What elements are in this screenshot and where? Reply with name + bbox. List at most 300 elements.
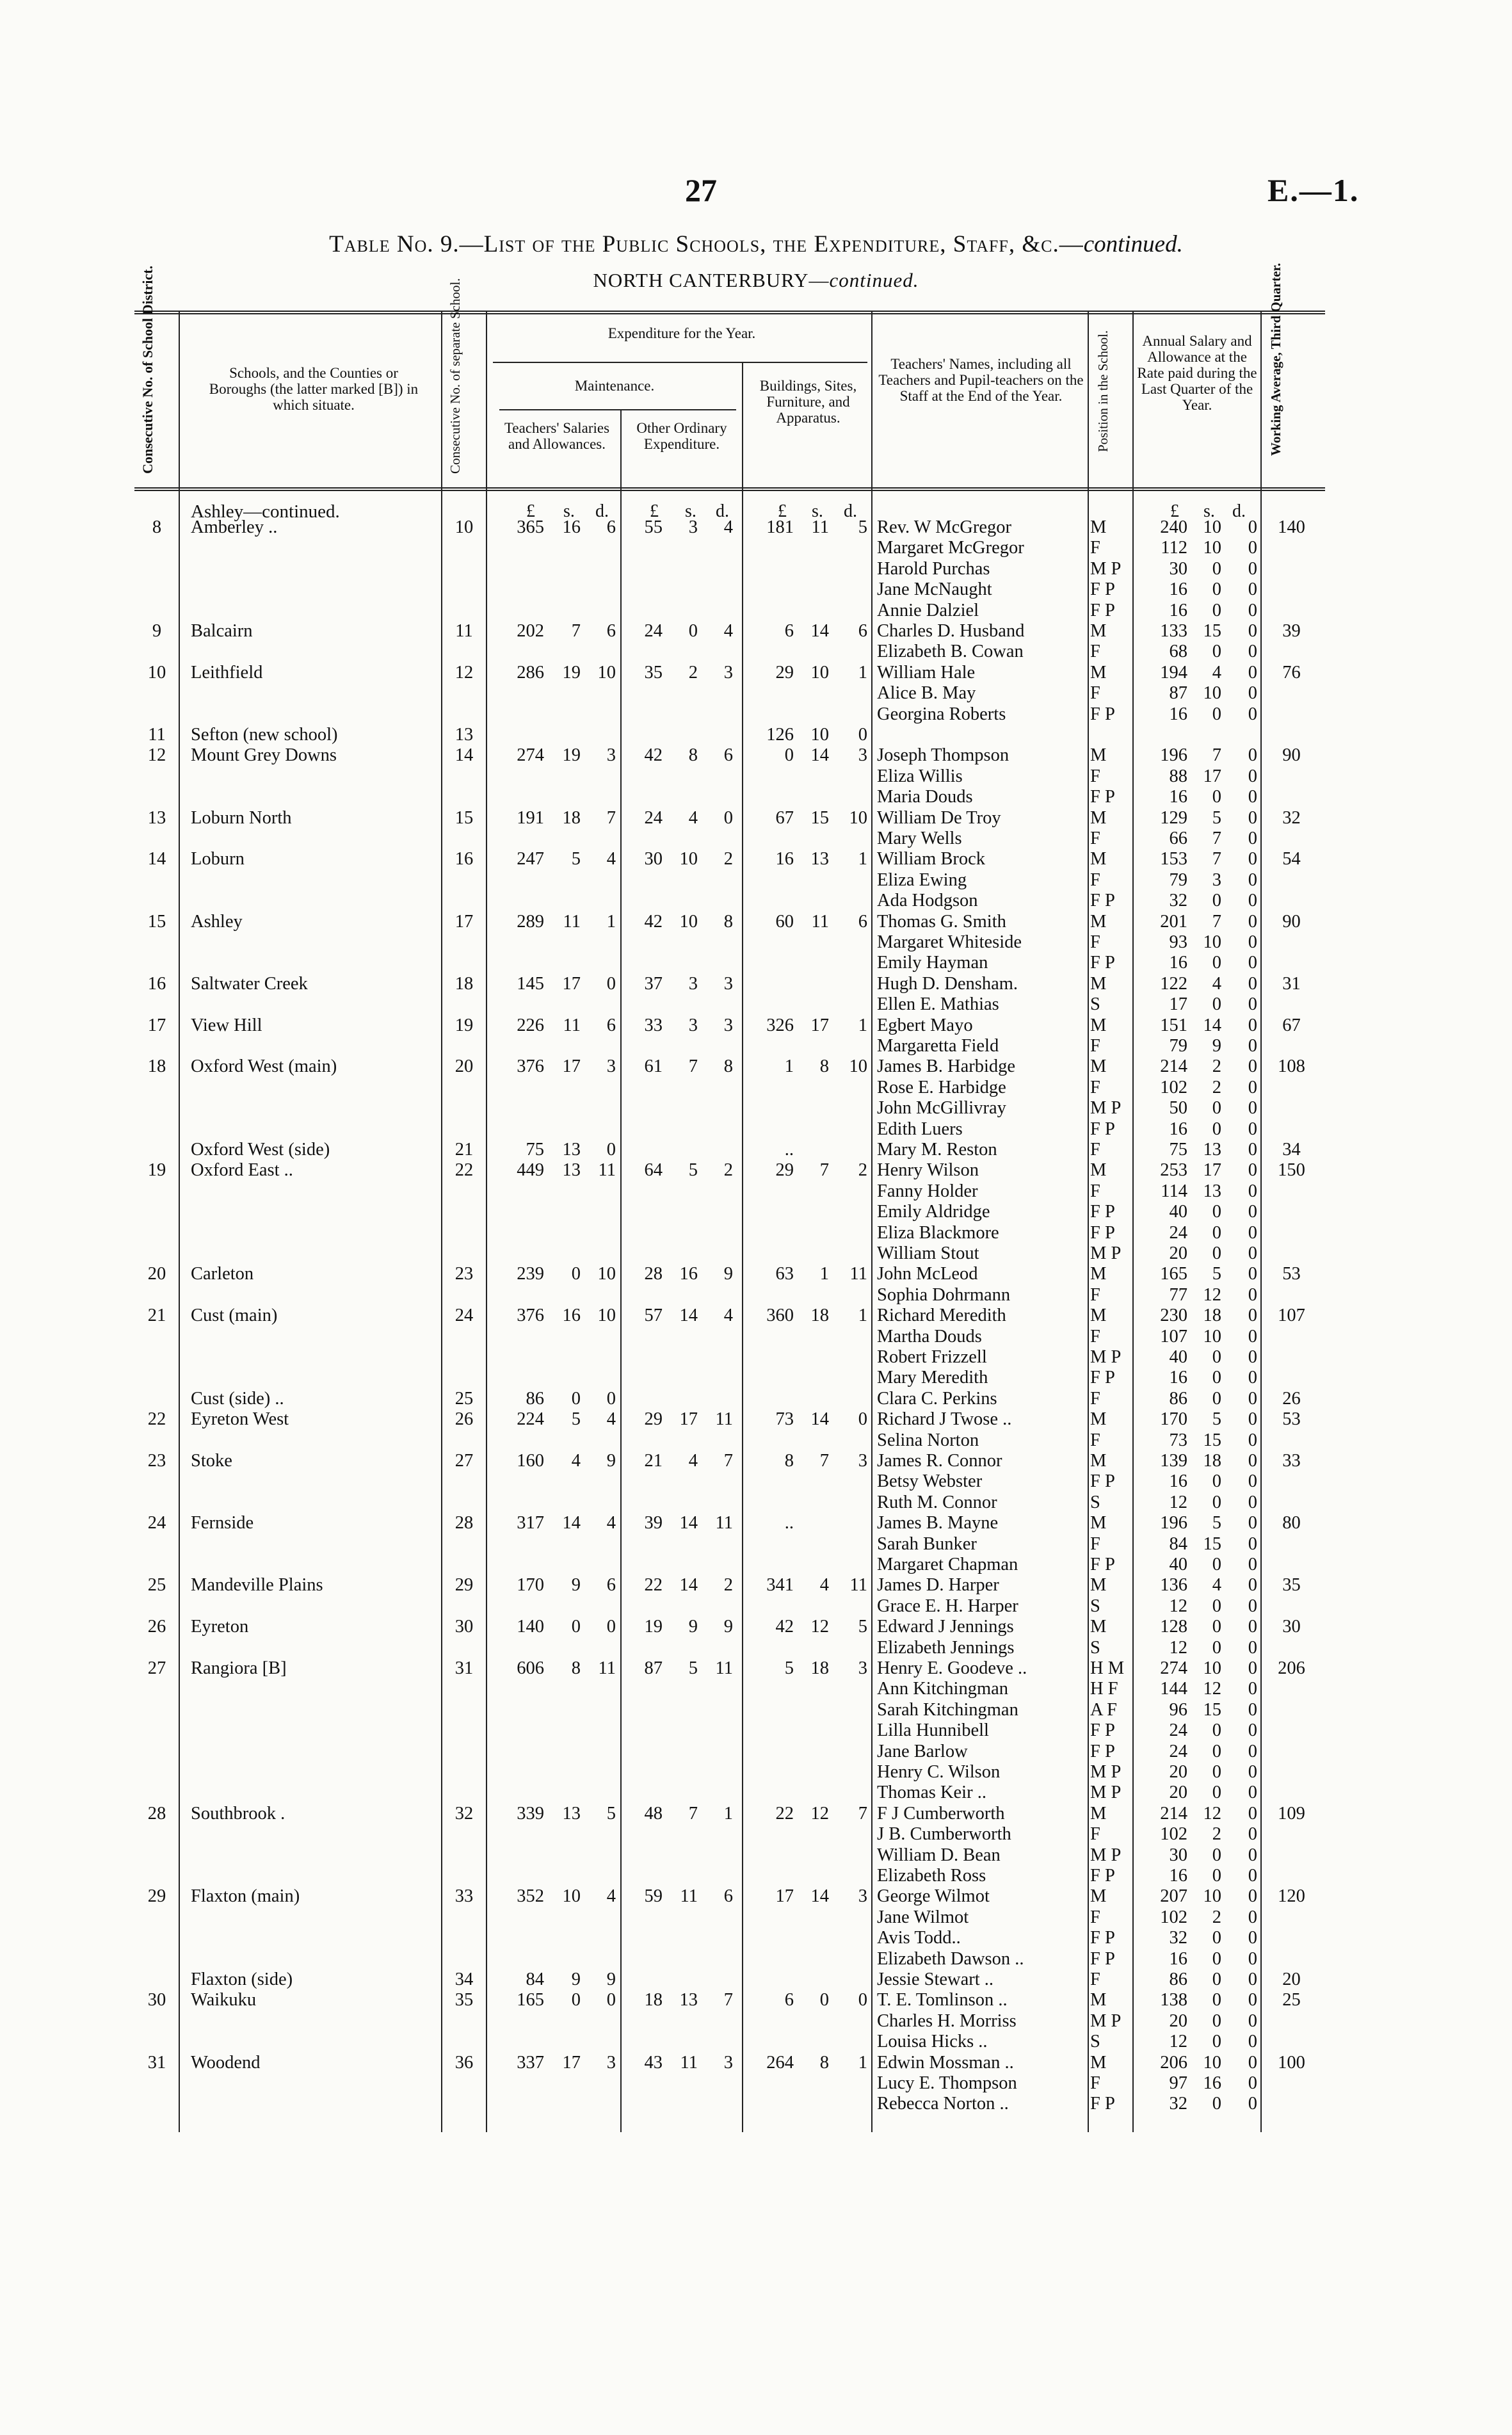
annual-salary-pence: 0	[1248, 683, 1257, 704]
position-code: F P	[1090, 1471, 1115, 1492]
working-average: 67	[1282, 1015, 1301, 1035]
table-row	[0, 2094, 1512, 2114]
other-expenditure-pounds: 35	[644, 662, 663, 683]
teacher-name: J B. Cumberworth	[877, 1824, 1011, 1845]
teachers-salaries-shillings: 0	[571, 1264, 581, 1284]
district-number: 18	[147, 1056, 166, 1077]
annual-salary-pence: 0	[1248, 1533, 1257, 1554]
school-name: Woodend	[191, 2052, 261, 2073]
header-consecutive-separate: Consecutive No. of separate School.	[447, 278, 463, 474]
annual-salary-pence: 0	[1248, 1264, 1257, 1284]
table-row	[0, 1804, 1512, 1824]
buildings-expenditure-pounds: 73	[775, 1409, 794, 1430]
teachers-salaries-pence: 10	[597, 1264, 616, 1284]
teachers-salaries-shillings: 16	[562, 1306, 581, 1326]
annual-salary-shillings: 0	[1212, 953, 1221, 973]
teachers-salaries-pence: 3	[606, 1056, 616, 1077]
school-name: Amberley ..	[191, 517, 278, 537]
teachers-salaries-pounds: 274	[517, 745, 544, 766]
school-name: Loburn	[191, 849, 245, 870]
other-expenditure-pence: 9	[723, 1264, 733, 1284]
annual-salary-shillings: 18	[1203, 1451, 1221, 1471]
region-suffix: continued.	[829, 269, 919, 291]
district-number: 13	[147, 807, 166, 828]
position-code: A F	[1090, 1699, 1117, 1720]
teacher-name: William Hale	[877, 662, 976, 683]
annual-salary-pence: 0	[1248, 1471, 1257, 1492]
annual-salary-pounds: 151	[1160, 1015, 1187, 1035]
other-expenditure-pounds: 43	[644, 2052, 663, 2073]
position-code: F	[1090, 829, 1100, 848]
teachers-salaries-pence: 11	[598, 1658, 616, 1678]
position-code: F P	[1090, 1222, 1115, 1243]
annual-salary-pence: 0	[1248, 1388, 1257, 1409]
buildings-expenditure-pence: 3	[858, 1658, 867, 1678]
buildings-expenditure-pounds: 326	[766, 1015, 794, 1035]
annual-salary-shillings: 0	[1212, 1948, 1221, 1969]
teacher-name: Richard Meredith	[877, 1306, 1006, 1326]
table-row	[0, 1617, 1512, 1637]
currency-ann-l: £	[1170, 501, 1179, 521]
position-code: F P	[1090, 787, 1115, 807]
annual-salary-shillings: 2	[1212, 1056, 1221, 1077]
annual-salary-shillings: 0	[1212, 1596, 1221, 1616]
table-row	[0, 2073, 1512, 2094]
region-name: NORTH CANTERBURY—	[593, 269, 830, 291]
other-expenditure-pence: 3	[723, 2052, 733, 2073]
annual-salary-shillings: 10	[1203, 932, 1221, 952]
teachers-salaries-shillings: 13	[562, 1140, 581, 1160]
annual-salary-pounds: 114	[1161, 1181, 1187, 1201]
teacher-name: Henry Wilson	[877, 1160, 979, 1181]
other-expenditure-shillings: 9	[688, 1617, 698, 1637]
other-expenditure-shillings: 13	[679, 1990, 698, 2010]
table-row	[0, 766, 1512, 787]
teacher-name: Margaretta Field	[877, 1036, 999, 1056]
annual-salary-pence: 0	[1248, 600, 1257, 620]
other-expenditure-shillings: 2	[688, 662, 698, 683]
annual-salary-pounds: 16	[1169, 1368, 1187, 1388]
other-expenditure-shillings: 11	[680, 2052, 698, 2073]
school-name: Mandeville Plains	[191, 1575, 323, 1596]
teacher-name: Margaret Chapman	[877, 1555, 1018, 1574]
table-row	[0, 1762, 1512, 1783]
annual-salary-shillings: 0	[1212, 1555, 1221, 1574]
other-expenditure-pounds: 57	[644, 1306, 663, 1326]
annual-salary-shillings: 10	[1203, 517, 1221, 537]
table-row	[0, 808, 1512, 829]
annual-salary-pounds: 24	[1169, 1741, 1187, 1761]
position-code: F	[1090, 1181, 1100, 1201]
buildings-expenditure-shillings: 8	[819, 1056, 829, 1077]
working-average: 107	[1278, 1306, 1305, 1326]
position-code: M	[1090, 1056, 1107, 1077]
teacher-name: Betsy Webster	[877, 1471, 983, 1492]
currency-oth-d: d.	[716, 501, 729, 521]
teachers-salaries-shillings: 17	[562, 973, 581, 994]
teacher-name: Maria Douds	[877, 787, 973, 807]
annual-salary-shillings: 0	[1212, 1243, 1221, 1263]
teachers-salaries-pence: 0	[606, 1140, 616, 1160]
annual-salary-pence: 0	[1248, 1970, 1257, 1989]
buildings-expenditure-shillings: 10	[810, 725, 829, 745]
district-number: 15	[147, 911, 166, 932]
annual-salary-pence: 0	[1248, 662, 1257, 683]
position-code: M P	[1090, 2010, 1122, 2031]
annual-salary-shillings: 10	[1203, 538, 1221, 558]
other-expenditure-pence: 11	[715, 1513, 733, 1533]
annual-salary-pounds: 17	[1169, 994, 1187, 1015]
annual-salary-shillings: 14	[1203, 1015, 1221, 1035]
teacher-name: Robert Frizzell	[877, 1347, 987, 1367]
position-code: M P	[1090, 558, 1122, 579]
annual-salary-pounds: 102	[1160, 1077, 1187, 1097]
teachers-salaries-shillings: 0	[571, 1617, 581, 1637]
teacher-name: Hugh D. Densham.	[877, 973, 1018, 994]
annual-salary-shillings: 5	[1212, 1513, 1221, 1533]
position-code: F	[1090, 1326, 1100, 1347]
district-number: 29	[147, 1886, 166, 1907]
separate-school-number: 13	[454, 725, 474, 745]
table-row	[0, 1015, 1512, 1036]
buildings-expenditure-pence: 6	[858, 621, 867, 641]
teacher-name: Ann Kitchingman	[877, 1679, 1009, 1699]
annual-salary-shillings: 0	[1212, 642, 1221, 662]
other-expenditure-pounds: 42	[644, 911, 663, 932]
position-code: S	[1090, 994, 1100, 1015]
other-expenditure-shillings: 10	[679, 911, 698, 932]
school-name: Cust (side) ..	[191, 1388, 284, 1409]
table-row	[0, 1824, 1512, 1845]
teachers-salaries-pounds: 165	[517, 1990, 544, 2010]
buildings-expenditure-pence: 7	[858, 1803, 867, 1824]
table-row	[0, 1513, 1512, 1533]
annual-salary-pence: 0	[1248, 1824, 1257, 1845]
buildings-expenditure-pounds: 17	[775, 1886, 794, 1907]
annual-salary-pounds: 16	[1169, 1948, 1187, 1969]
teacher-name: Charles D. Husband	[877, 621, 1025, 641]
teachers-salaries-pence: 3	[606, 745, 616, 766]
teacher-name: Mary M. Reston	[877, 1140, 997, 1160]
position-code: F	[1090, 1533, 1100, 1554]
teacher-name: Eliza Ewing	[877, 870, 967, 890]
annual-salary-pounds: 12	[1169, 1637, 1187, 1658]
position-code: F P	[1090, 1928, 1115, 1948]
annual-salary-pence: 0	[1248, 1347, 1257, 1367]
district-number: 10	[147, 662, 166, 683]
position-code: F	[1090, 870, 1100, 890]
other-expenditure-pence: 2	[723, 1575, 733, 1596]
annual-salary-pounds: 75	[1169, 1140, 1187, 1160]
annual-salary-shillings: 10	[1203, 1326, 1221, 1347]
annual-salary-pounds: 16	[1169, 953, 1187, 973]
annual-salary-pence: 0	[1248, 1056, 1257, 1077]
school-name: Waikuku	[191, 1990, 257, 2010]
annual-salary-pounds: 20	[1169, 1783, 1187, 1803]
annual-salary-pounds: 138	[1160, 1990, 1187, 2010]
teachers-salaries-shillings: 11	[563, 1015, 581, 1035]
table-row	[0, 1078, 1512, 1098]
teacher-name: William D. Bean	[877, 1845, 1001, 1865]
teacher-name: Charles H. Morriss	[877, 2010, 1017, 2031]
working-average: 53	[1282, 1409, 1301, 1430]
working-average: 35	[1282, 1575, 1301, 1596]
annual-salary-shillings: 7	[1212, 911, 1221, 932]
separate-school-number: 36	[454, 2052, 474, 2073]
working-average: 20	[1282, 1970, 1301, 1989]
annual-salary-shillings: 0	[1212, 1098, 1221, 1119]
teacher-name: George Wilmot	[877, 1886, 990, 1907]
separate-school-number: 31	[454, 1658, 474, 1678]
annual-salary-pence: 0	[1248, 642, 1257, 662]
teachers-salaries-pounds: 160	[517, 1451, 544, 1471]
buildings-expenditure-pounds: 264	[766, 2052, 794, 2073]
other-expenditure-shillings: 7	[688, 1803, 698, 1824]
annual-salary-pounds: 196	[1160, 745, 1187, 766]
annual-salary-pence: 0	[1248, 1720, 1257, 1741]
teachers-salaries-shillings: 7	[571, 621, 581, 641]
separate-school-number: 30	[454, 1617, 474, 1637]
annual-salary-pence: 0	[1248, 579, 1257, 600]
annual-salary-shillings: 0	[1212, 2094, 1221, 2114]
annual-salary-pounds: 153	[1160, 849, 1187, 870]
annual-salary-pence: 0	[1248, 1430, 1257, 1450]
teachers-salaries-shillings: 4	[571, 1451, 581, 1471]
separate-school-number: 10	[454, 517, 474, 537]
teacher-name: Eliza Blackmore	[877, 1222, 999, 1243]
buildings-expenditure-shillings: 14	[810, 1409, 829, 1430]
position-code: H M	[1090, 1658, 1125, 1678]
table-row	[0, 2011, 1512, 2032]
annual-salary-pence: 0	[1248, 621, 1257, 641]
annual-salary-pence: 0	[1248, 1306, 1257, 1326]
teacher-name: Jessie Stewart ..	[877, 1970, 994, 1989]
teacher-name: Lilla Hunnibell	[877, 1720, 989, 1741]
annual-salary-shillings: 0	[1212, 1990, 1221, 2010]
teachers-salaries-shillings: 9	[571, 1575, 581, 1596]
annual-salary-pence: 0	[1248, 1160, 1257, 1181]
annual-salary-pence: 0	[1248, 538, 1257, 558]
teachers-salaries-pounds: 376	[517, 1306, 544, 1326]
annual-salary-shillings: 4	[1212, 662, 1221, 683]
school-name: Oxford East ..	[191, 1160, 293, 1181]
teachers-salaries-pence: 4	[606, 1409, 616, 1430]
teacher-name: Jane Barlow	[877, 1741, 968, 1761]
header-maintenance: Maintenance.	[574, 378, 655, 394]
teacher-name: Ellen E. Mathias	[877, 994, 999, 1015]
teachers-salaries-pence: 9	[606, 1970, 616, 1989]
position-code: M	[1090, 1886, 1107, 1907]
position-code: F P	[1090, 1720, 1115, 1741]
position-code: F P	[1090, 1202, 1115, 1222]
annual-salary-shillings: 0	[1212, 1741, 1221, 1761]
buildings-expenditure-shillings: 14	[810, 621, 829, 641]
school-name: Eyreton West	[191, 1409, 289, 1430]
table-row	[0, 974, 1512, 994]
table-row	[0, 517, 1512, 538]
buildings-expenditure-pounds: 126	[766, 725, 794, 745]
annual-salary-pence: 0	[1248, 558, 1257, 579]
annual-salary-pence: 0	[1248, 1451, 1257, 1471]
annual-salary-pence: 0	[1248, 1140, 1257, 1160]
teachers-salaries-pounds: 337	[517, 2052, 544, 2073]
table-title-main: Table No. 9.—List of the Public Schools, the Expenditure, Staff, &c.—	[329, 231, 1084, 257]
other-expenditure-shillings: 11	[680, 1886, 698, 1907]
position-code: F	[1090, 1036, 1100, 1056]
buildings-expenditure-shillings: 12	[810, 1803, 829, 1824]
other-expenditure-shillings: 3	[688, 1015, 698, 1035]
other-expenditure-pence: 3	[723, 1015, 733, 1035]
buildings-expenditure-pounds: 42	[775, 1617, 794, 1637]
annual-salary-pence: 0	[1248, 953, 1257, 973]
position-code: M	[1090, 1451, 1107, 1471]
annual-salary-shillings: 4	[1212, 973, 1221, 994]
school-name: Oxford West (side)	[191, 1140, 330, 1160]
annual-salary-pounds: 274	[1160, 1658, 1187, 1678]
other-expenditure-pence: 6	[723, 745, 733, 766]
teacher-name: Richard J Twose ..	[877, 1409, 1012, 1430]
annual-salary-pounds: 122	[1160, 973, 1187, 994]
teacher-name: Grace E. H. Harper	[877, 1596, 1018, 1616]
working-average: 108	[1278, 1056, 1305, 1077]
annual-salary-pounds: 30	[1169, 558, 1187, 579]
annual-salary-pence: 0	[1248, 994, 1257, 1015]
currency-sal-d: d.	[595, 501, 609, 521]
annual-salary-pence: 0	[1248, 1617, 1257, 1637]
annual-salary-pence: 0	[1248, 1555, 1257, 1574]
buildings-expenditure-shillings: 17	[810, 1015, 829, 1035]
teachers-salaries-pence: 6	[606, 1015, 616, 1035]
buildings-expenditure-shillings: 11	[811, 517, 829, 537]
other-expenditure-pounds: 64	[644, 1160, 663, 1181]
teachers-salaries-shillings: 10	[562, 1886, 581, 1907]
annual-salary-pence: 0	[1248, 517, 1257, 537]
annual-salary-pounds: 16	[1169, 1866, 1187, 1886]
district-number: 12	[147, 745, 166, 766]
buildings-expenditure-pounds: 0	[784, 745, 794, 766]
annual-salary-pounds: 32	[1169, 2094, 1187, 2114]
teacher-name: Martha Douds	[877, 1326, 982, 1347]
school-name: Mount Grey Downs	[191, 745, 337, 766]
annual-salary-shillings: 0	[1212, 1845, 1221, 1865]
teacher-name: Sarah Bunker	[877, 1533, 977, 1554]
position-code: F	[1090, 2073, 1100, 2093]
buildings-expenditure-shillings: 11	[811, 911, 829, 932]
currency-bld-d: d.	[844, 501, 857, 521]
teachers-salaries-pence: 6	[606, 1575, 616, 1596]
teacher-name: Mary Wells	[877, 829, 962, 848]
position-code: M	[1090, 662, 1107, 683]
annual-salary-pounds: 16	[1169, 1119, 1187, 1139]
annual-salary-pence: 0	[1248, 1492, 1257, 1512]
buildings-expenditure-pence: 1	[858, 1015, 867, 1035]
annual-salary-shillings: 12	[1203, 1679, 1221, 1699]
district-number: 28	[147, 1803, 166, 1824]
annual-salary-shillings: 0	[1212, 994, 1221, 1015]
district-number: 23	[147, 1451, 166, 1471]
position-code: S	[1090, 1596, 1100, 1616]
annual-salary-pounds: 16	[1169, 1471, 1187, 1492]
table-row	[0, 1886, 1512, 1907]
other-expenditure-pounds: 24	[644, 807, 663, 828]
district-number: 30	[147, 1990, 166, 2010]
position-code: F P	[1090, 891, 1115, 911]
teacher-name: Thomas G. Smith	[877, 911, 1006, 932]
annual-salary-pence: 0	[1248, 932, 1257, 952]
buildings-expenditure-shillings: 7	[819, 1160, 829, 1181]
annual-salary-pounds: 20	[1169, 1762, 1187, 1782]
separate-school-number: 14	[454, 745, 474, 766]
table-row	[0, 725, 1512, 745]
teacher-name: James B. Harbidge	[877, 1056, 1016, 1077]
annual-salary-pounds: 102	[1160, 1907, 1187, 1927]
teacher-name: Joseph Thompson	[877, 745, 1009, 766]
buildings-expenditure-pence: 11	[849, 1575, 867, 1596]
other-expenditure-shillings: 7	[688, 1056, 698, 1077]
buildings-expenditure-pence: 0	[858, 1409, 867, 1430]
school-name: Leithfield	[191, 662, 263, 683]
separate-school-number: 20	[454, 1056, 474, 1077]
table-row	[0, 1202, 1512, 1222]
position-code: M	[1090, 1513, 1107, 1533]
table-row	[0, 1845, 1512, 1866]
annual-salary-pounds: 196	[1160, 1513, 1187, 1533]
table-row	[0, 1720, 1512, 1741]
teachers-salaries-pence: 11	[598, 1160, 616, 1181]
annual-salary-shillings: 0	[1212, 1388, 1221, 1409]
teachers-salaries-pence: 5	[606, 1803, 616, 1824]
buildings-expenditure-shillings: 14	[810, 745, 829, 766]
buildings-expenditure-shillings: 8	[819, 2052, 829, 2073]
teachers-salaries-pence: 7	[606, 807, 616, 828]
table-row	[0, 642, 1512, 662]
teacher-name: F J Cumberworth	[877, 1803, 1005, 1824]
working-average: 31	[1282, 973, 1301, 994]
position-code: F	[1090, 1140, 1100, 1160]
annual-salary-pence: 0	[1248, 1886, 1257, 1907]
annual-salary-pounds: 129	[1160, 807, 1187, 828]
annual-salary-pence: 0	[1248, 1658, 1257, 1678]
table-row	[0, 932, 1512, 953]
teacher-name: Margaret Whiteside	[877, 932, 1022, 952]
teachers-salaries-shillings: 9	[571, 1970, 581, 1989]
buildings-expenditure-pence: 10	[849, 807, 867, 828]
other-expenditure-shillings: 4	[688, 1451, 698, 1471]
teacher-name: John McLeod	[877, 1264, 978, 1284]
annual-salary-shillings: 17	[1203, 1160, 1221, 1181]
buildings-expenditure-pounds: 29	[775, 1160, 794, 1181]
position-code: M	[1090, 1990, 1107, 2010]
teachers-salaries-shillings: 0	[571, 1990, 581, 2010]
other-expenditure-pence: 11	[715, 1658, 733, 1678]
table-row	[0, 1471, 1512, 1492]
annual-salary-pounds: 214	[1160, 1056, 1187, 1077]
other-expenditure-pence: 3	[723, 973, 733, 994]
position-code: H F	[1090, 1679, 1118, 1699]
buildings-expenditure-pence: 2	[858, 1160, 867, 1181]
school-name: Sefton (new school)	[191, 725, 338, 745]
currency-oth-s: s.	[685, 501, 696, 521]
separate-school-number: 33	[454, 1886, 474, 1907]
teacher-name: Rose E. Harbidge	[877, 1077, 1006, 1097]
buildings-expenditure-pounds: 1	[784, 1056, 794, 1077]
annual-salary-pounds: 73	[1169, 1430, 1187, 1450]
other-expenditure-pence: 6	[723, 1886, 733, 1907]
annual-salary-pence: 0	[1248, 1202, 1257, 1222]
position-code: M	[1090, 1575, 1107, 1596]
teachers-salaries-pounds: 376	[517, 1056, 544, 1077]
buildings-expenditure-pence: 5	[858, 517, 867, 537]
